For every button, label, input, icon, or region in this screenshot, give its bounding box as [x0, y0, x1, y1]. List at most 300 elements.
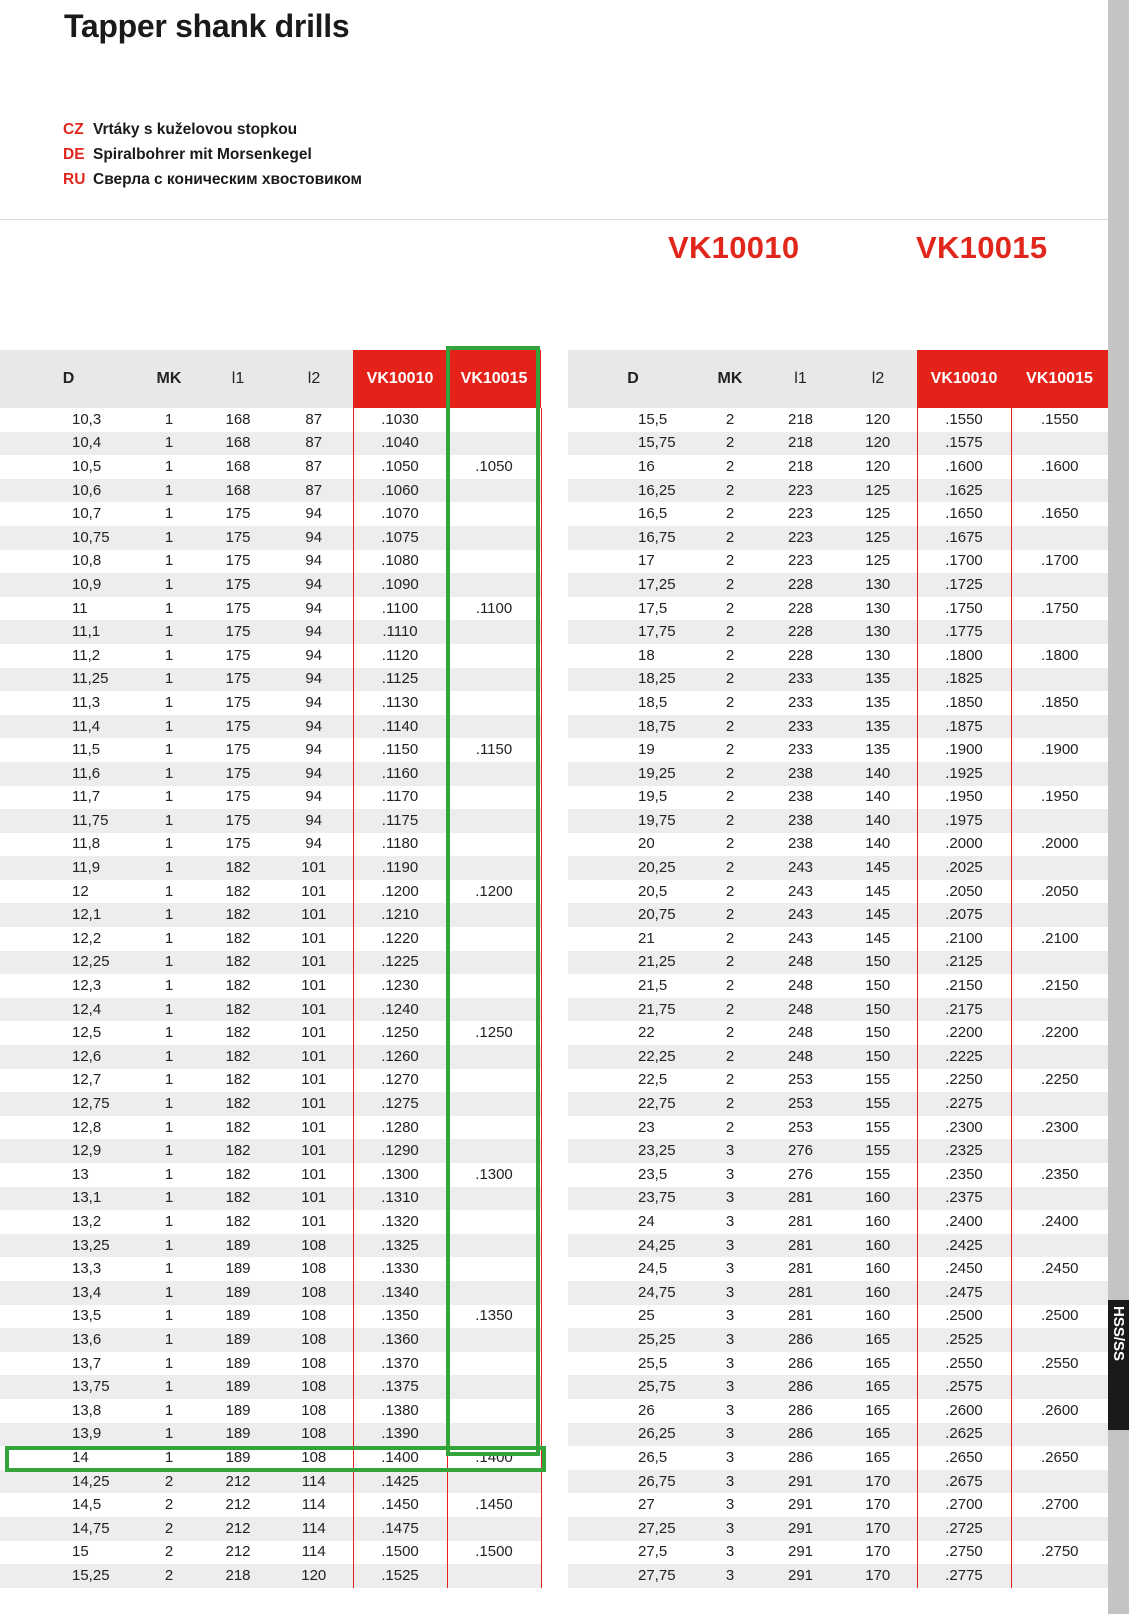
cell-vk10010: .1675: [917, 526, 1011, 550]
table-row: [0, 1375, 541, 1399]
lang-text: Vrtáky s kuželovou stopkou: [93, 121, 298, 138]
cell-vk10015: [447, 1281, 541, 1305]
cell-vk10015: .1550: [1011, 408, 1108, 432]
cell-d: 16,5: [568, 502, 698, 526]
cell-l2: 165: [839, 1423, 917, 1447]
cell-l2: 87: [275, 455, 353, 479]
cell-mk: 3: [698, 1328, 762, 1352]
cell-vk10015: [447, 1092, 541, 1116]
cell-vk10015: [1011, 526, 1108, 550]
cell-vk10010: .2250: [917, 1069, 1011, 1093]
cell-vk10010: .1270: [353, 1069, 447, 1093]
cell-vk10015: .2400: [1011, 1210, 1108, 1234]
cell-mk: 3: [698, 1281, 762, 1305]
cell-vk10015: [447, 809, 541, 833]
table-row: [568, 738, 1108, 762]
cell-d: 22,5: [568, 1069, 698, 1093]
cell-mk: 1: [137, 1163, 201, 1187]
cell-d: 15,5: [568, 408, 698, 432]
table-row: [568, 1352, 1108, 1376]
cell-vk10010: .1775: [917, 620, 1011, 644]
cell-l1: 182: [201, 1210, 275, 1234]
cell-vk10015: [1011, 903, 1108, 927]
cell-d: 10,5: [0, 455, 137, 479]
cell-vk10015: [447, 998, 541, 1022]
cell-mk: 1: [137, 550, 201, 574]
table-row: [0, 715, 541, 739]
table-row: [0, 1470, 541, 1494]
cell-vk10010: .2600: [917, 1399, 1011, 1423]
cell-vk10015: [447, 1234, 541, 1258]
cell-vk10015: [447, 1328, 541, 1352]
table-row: [0, 880, 541, 904]
cell-l1: 189: [201, 1305, 275, 1329]
cell-l1: 218: [762, 455, 839, 479]
table-row: [568, 856, 1108, 880]
cell-vk10010: .1260: [353, 1045, 447, 1069]
cell-vk10015: .2600: [1011, 1399, 1108, 1423]
cell-l1: 175: [201, 691, 275, 715]
cell-vk10015: [447, 479, 541, 503]
table-row: [0, 809, 541, 833]
cell-mk: 1: [137, 1069, 201, 1093]
cell-mk: 2: [698, 974, 762, 998]
cell-d: 11: [0, 597, 137, 621]
translation-de: [63, 142, 362, 167]
cell-l1: 286: [762, 1328, 839, 1352]
cell-d: 12,7: [0, 1069, 137, 1093]
cell-vk10010: .2650: [917, 1446, 1011, 1470]
cell-l1: 175: [201, 738, 275, 762]
cell-d: 11,4: [0, 715, 137, 739]
cell-l2: 130: [839, 644, 917, 668]
cell-mk: 2: [698, 786, 762, 810]
cell-d: 26: [568, 1399, 698, 1423]
cell-l2: 101: [275, 856, 353, 880]
cell-vk10015: [1011, 1470, 1108, 1494]
cell-vk10010: .1360: [353, 1328, 447, 1352]
table-row: [0, 1257, 541, 1281]
cell-l2: 140: [839, 762, 917, 786]
table-row: [568, 1493, 1108, 1517]
cell-vk10015: .1050: [447, 455, 541, 479]
cell-l2: 130: [839, 573, 917, 597]
cell-l1: 228: [762, 597, 839, 621]
cell-vk10015: [447, 715, 541, 739]
cell-mk: 2: [698, 903, 762, 927]
cell-l2: 108: [275, 1446, 353, 1470]
table-row: [0, 502, 541, 526]
cell-l1: 175: [201, 668, 275, 692]
cell-mk: 1: [137, 1257, 201, 1281]
cell-d: 20,75: [568, 903, 698, 927]
cell-d: 13,2: [0, 1210, 137, 1234]
cell-vk10010: .1275: [353, 1092, 447, 1116]
cell-l2: 94: [275, 691, 353, 715]
cell-l1: 228: [762, 620, 839, 644]
cell-l1: 223: [762, 526, 839, 550]
col-d: D: [568, 350, 698, 408]
cell-mk: 3: [698, 1257, 762, 1281]
cell-vk10015: [447, 550, 541, 574]
table-row: [0, 1493, 541, 1517]
translations-list: [63, 117, 362, 192]
cell-d: 12,6: [0, 1045, 137, 1069]
cell-mk: 1: [137, 573, 201, 597]
cell-mk: 1: [137, 691, 201, 715]
cell-vk10010: .2025: [917, 856, 1011, 880]
table-row: [0, 1399, 541, 1423]
cell-l2: 135: [839, 715, 917, 739]
cell-l2: 101: [275, 998, 353, 1022]
table-row: [0, 998, 541, 1022]
cell-l1: 182: [201, 951, 275, 975]
cell-l1: 189: [201, 1446, 275, 1470]
divider: [0, 219, 1108, 220]
cell-l1: 182: [201, 880, 275, 904]
cell-l1: 189: [201, 1423, 275, 1447]
cell-vk10015: [447, 903, 541, 927]
cell-vk10015: .1300: [447, 1163, 541, 1187]
cell-mk: 2: [698, 644, 762, 668]
cell-vk10015: [1011, 1328, 1108, 1352]
cell-l1: 168: [201, 455, 275, 479]
cell-l2: 125: [839, 502, 917, 526]
cell-d: 24,5: [568, 1257, 698, 1281]
cell-vk10015: [447, 1257, 541, 1281]
cell-vk10015: .1350: [447, 1305, 541, 1329]
cell-l1: 281: [762, 1234, 839, 1258]
cell-l1: 175: [201, 715, 275, 739]
table-row: [0, 1305, 541, 1329]
table-row: [0, 432, 541, 456]
cell-l1: 182: [201, 1139, 275, 1163]
cell-vk10015: .1850: [1011, 691, 1108, 715]
cell-l2: 155: [839, 1163, 917, 1187]
cell-vk10010: .2450: [917, 1257, 1011, 1281]
cell-l1: 218: [762, 408, 839, 432]
cell-vk10015: [447, 1352, 541, 1376]
cell-d: 22: [568, 1021, 698, 1045]
cell-vk10010: .1080: [353, 550, 447, 574]
table-row: [568, 1234, 1108, 1258]
cell-l2: 94: [275, 620, 353, 644]
cell-mk: 3: [698, 1234, 762, 1258]
cell-vk10010: .2050: [917, 880, 1011, 904]
cell-d: 11,75: [0, 809, 137, 833]
table-row: [0, 1139, 541, 1163]
cell-mk: 2: [698, 573, 762, 597]
cell-l2: 108: [275, 1257, 353, 1281]
cell-mk: 3: [698, 1210, 762, 1234]
cell-vk10015: .1500: [447, 1541, 541, 1565]
cell-d: 13,5: [0, 1305, 137, 1329]
translation-ru: [63, 167, 362, 192]
table-row: [568, 1446, 1108, 1470]
cell-d: 13,75: [0, 1375, 137, 1399]
cell-l2: 101: [275, 951, 353, 975]
cell-vk10010: .2150: [917, 974, 1011, 998]
cell-mk: 1: [137, 1328, 201, 1352]
cell-vk10015: .2450: [1011, 1257, 1108, 1281]
cell-mk: 1: [137, 856, 201, 880]
table-header: [0, 350, 541, 408]
cell-d: 23,25: [568, 1139, 698, 1163]
lang-text: Spiralbohrer mit Morsenkegel: [93, 146, 312, 163]
cell-vk10015: .1150: [447, 738, 541, 762]
cell-l2: 155: [839, 1092, 917, 1116]
cell-vk10010: .1070: [353, 502, 447, 526]
cell-mk: 1: [137, 408, 201, 432]
cell-l2: 170: [839, 1493, 917, 1517]
cell-l1: 175: [201, 786, 275, 810]
table-row: [0, 1446, 541, 1470]
cell-vk10015: [447, 927, 541, 951]
cell-mk: 2: [698, 856, 762, 880]
cell-d: 12,3: [0, 974, 137, 998]
table-row: [568, 1328, 1108, 1352]
cell-l1: 276: [762, 1163, 839, 1187]
cell-l1: 276: [762, 1139, 839, 1163]
cell-l2: 160: [839, 1234, 917, 1258]
cell-vk10015: [1011, 809, 1108, 833]
table-row: [0, 1045, 541, 1069]
cell-l2: 87: [275, 479, 353, 503]
cell-l1: 218: [762, 432, 839, 456]
cell-vk10015: .2150: [1011, 974, 1108, 998]
cell-l1: 223: [762, 502, 839, 526]
cell-vk10015: [1011, 668, 1108, 692]
cell-mk: 2: [698, 668, 762, 692]
cell-vk10015: [447, 1399, 541, 1423]
cell-l2: 155: [839, 1116, 917, 1140]
cell-vk10015: .2300: [1011, 1116, 1108, 1140]
cell-l1: 243: [762, 880, 839, 904]
cell-vk10010: .2400: [917, 1210, 1011, 1234]
cell-l2: 130: [839, 620, 917, 644]
cell-mk: 1: [137, 1446, 201, 1470]
table-row: [0, 927, 541, 951]
cell-mk: 3: [698, 1163, 762, 1187]
cell-l2: 108: [275, 1423, 353, 1447]
cell-l2: 160: [839, 1305, 917, 1329]
cell-vk10010: .2225: [917, 1045, 1011, 1069]
cell-mk: 2: [698, 502, 762, 526]
cell-vk10010: .2125: [917, 951, 1011, 975]
cell-d: 11,8: [0, 833, 137, 857]
cell-l2: 165: [839, 1399, 917, 1423]
cell-d: 14,75: [0, 1517, 137, 1541]
col-vk10015: VK10015: [1011, 350, 1108, 408]
cell-l2: 120: [839, 432, 917, 456]
cell-mk: 1: [137, 738, 201, 762]
table-row: [0, 786, 541, 810]
cell-l2: 101: [275, 1210, 353, 1234]
cell-l2: 101: [275, 1092, 353, 1116]
cell-d: 25: [568, 1305, 698, 1329]
cell-mk: 2: [137, 1517, 201, 1541]
cell-d: 11,9: [0, 856, 137, 880]
cell-mk: 1: [137, 1045, 201, 1069]
table-row: [0, 762, 541, 786]
cell-vk10010: .1500: [353, 1541, 447, 1565]
cell-d: 25,5: [568, 1352, 698, 1376]
cell-vk10015: [1011, 762, 1108, 786]
cell-d: 13,7: [0, 1352, 137, 1376]
cell-d: 16,75: [568, 526, 698, 550]
table-row: [0, 1517, 541, 1541]
cell-l2: 140: [839, 833, 917, 857]
table-row: [568, 974, 1108, 998]
cell-vk10015: .1700: [1011, 550, 1108, 574]
cell-vk10015: .2750: [1011, 1541, 1108, 1565]
cell-l1: 175: [201, 833, 275, 857]
cell-mk: 2: [698, 691, 762, 715]
cell-l2: 94: [275, 502, 353, 526]
section-tab[interactable]: [1108, 1300, 1129, 1430]
cell-d: 11,25: [0, 668, 137, 692]
cell-l1: 238: [762, 762, 839, 786]
cell-vk10015: [447, 1517, 541, 1541]
cell-d: 26,25: [568, 1423, 698, 1447]
cell-d: 21,25: [568, 951, 698, 975]
cell-vk10015: .1600: [1011, 455, 1108, 479]
cell-vk10015: [1011, 1281, 1108, 1305]
cell-vk10010: .1230: [353, 974, 447, 998]
cell-l2: 145: [839, 927, 917, 951]
cell-vk10015: [447, 786, 541, 810]
cell-l1: 281: [762, 1281, 839, 1305]
cell-vk10010: .1120: [353, 644, 447, 668]
cell-vk10015: .1750: [1011, 597, 1108, 621]
cell-l2: 155: [839, 1069, 917, 1093]
table-row: [0, 1234, 541, 1258]
cell-l1: 182: [201, 1187, 275, 1211]
cell-vk10010: .2275: [917, 1092, 1011, 1116]
table-row: [0, 951, 541, 975]
cell-l2: 125: [839, 479, 917, 503]
drill-table-left: [0, 350, 542, 1588]
cell-vk10015: .2100: [1011, 927, 1108, 951]
cell-l1: 248: [762, 951, 839, 975]
page-title: Tapper shank drills: [64, 8, 350, 44]
cell-l1: 189: [201, 1399, 275, 1423]
cell-vk10015: [447, 1045, 541, 1069]
table-row: [568, 1139, 1108, 1163]
cell-d: 11,1: [0, 620, 137, 644]
cell-d: 19: [568, 738, 698, 762]
cell-vk10010: .2000: [917, 833, 1011, 857]
cell-vk10010: .2200: [917, 1021, 1011, 1045]
cell-mk: 1: [137, 1352, 201, 1376]
cell-l1: 189: [201, 1352, 275, 1376]
lang-code: CZ: [63, 121, 84, 138]
cell-l2: 150: [839, 1045, 917, 1069]
cell-l1: 223: [762, 479, 839, 503]
table-row: [568, 1257, 1108, 1281]
cell-vk10010: .1220: [353, 927, 447, 951]
cell-vk10015: [447, 1069, 541, 1093]
cell-l2: 94: [275, 833, 353, 857]
table-row: [568, 1305, 1108, 1329]
cell-d: 27: [568, 1493, 698, 1517]
cell-l1: 228: [762, 644, 839, 668]
cell-vk10015: .2200: [1011, 1021, 1108, 1045]
cell-l2: 94: [275, 786, 353, 810]
table-row: [568, 691, 1108, 715]
cell-vk10015: [447, 1116, 541, 1140]
cell-mk: 2: [698, 809, 762, 833]
cell-d: 21,5: [568, 974, 698, 998]
cell-l2: 165: [839, 1375, 917, 1399]
cell-vk10015: [447, 1423, 541, 1447]
table-row: [568, 526, 1108, 550]
table-row: [0, 550, 541, 574]
cell-d: 12,8: [0, 1116, 137, 1140]
cell-d: 13: [0, 1163, 137, 1187]
cell-l2: 125: [839, 526, 917, 550]
cell-vk10015: [447, 1139, 541, 1163]
cell-mk: 1: [137, 951, 201, 975]
cell-vk10010: .1325: [353, 1234, 447, 1258]
cell-vk10010: .1390: [353, 1423, 447, 1447]
col-d: D: [0, 350, 137, 408]
cell-mk: 3: [698, 1139, 762, 1163]
cell-vk10010: .1575: [917, 432, 1011, 456]
cell-l1: 281: [762, 1210, 839, 1234]
cell-l1: 182: [201, 1092, 275, 1116]
cell-vk10010: .1130: [353, 691, 447, 715]
cell-mk: 1: [137, 715, 201, 739]
cell-d: 22,75: [568, 1092, 698, 1116]
cell-d: 10,3: [0, 408, 137, 432]
table-body-left: [0, 408, 541, 1588]
cell-vk10015: [447, 573, 541, 597]
cell-d: 17: [568, 550, 698, 574]
cell-vk10015: [447, 644, 541, 668]
cell-vk10010: .1900: [917, 738, 1011, 762]
table-row: [0, 526, 541, 550]
table-row: [0, 1328, 541, 1352]
col-mk: MK: [137, 350, 201, 408]
cell-vk10010: .1370: [353, 1352, 447, 1376]
table-row: [568, 408, 1108, 432]
table-row: [568, 455, 1108, 479]
table-row: [0, 691, 541, 715]
cell-vk10010: .1040: [353, 432, 447, 456]
cell-d: 13,8: [0, 1399, 137, 1423]
cell-vk10015: [447, 408, 541, 432]
cell-vk10015: [447, 856, 541, 880]
table-row: [0, 1210, 541, 1234]
cell-d: 20,25: [568, 856, 698, 880]
cell-mk: 3: [698, 1187, 762, 1211]
cell-l2: 145: [839, 903, 917, 927]
table-row: [0, 1187, 541, 1211]
cell-vk10015: [447, 951, 541, 975]
cell-mk: 3: [698, 1352, 762, 1376]
table-body-right: [568, 408, 1108, 1588]
cell-l2: 170: [839, 1564, 917, 1588]
cell-d: 10,4: [0, 432, 137, 456]
cell-l2: 101: [275, 927, 353, 951]
table-row: [0, 974, 541, 998]
cell-l1: 281: [762, 1187, 839, 1211]
cell-l2: 94: [275, 526, 353, 550]
cell-l1: 233: [762, 668, 839, 692]
table-row: [568, 1116, 1108, 1140]
cell-l1: 233: [762, 691, 839, 715]
